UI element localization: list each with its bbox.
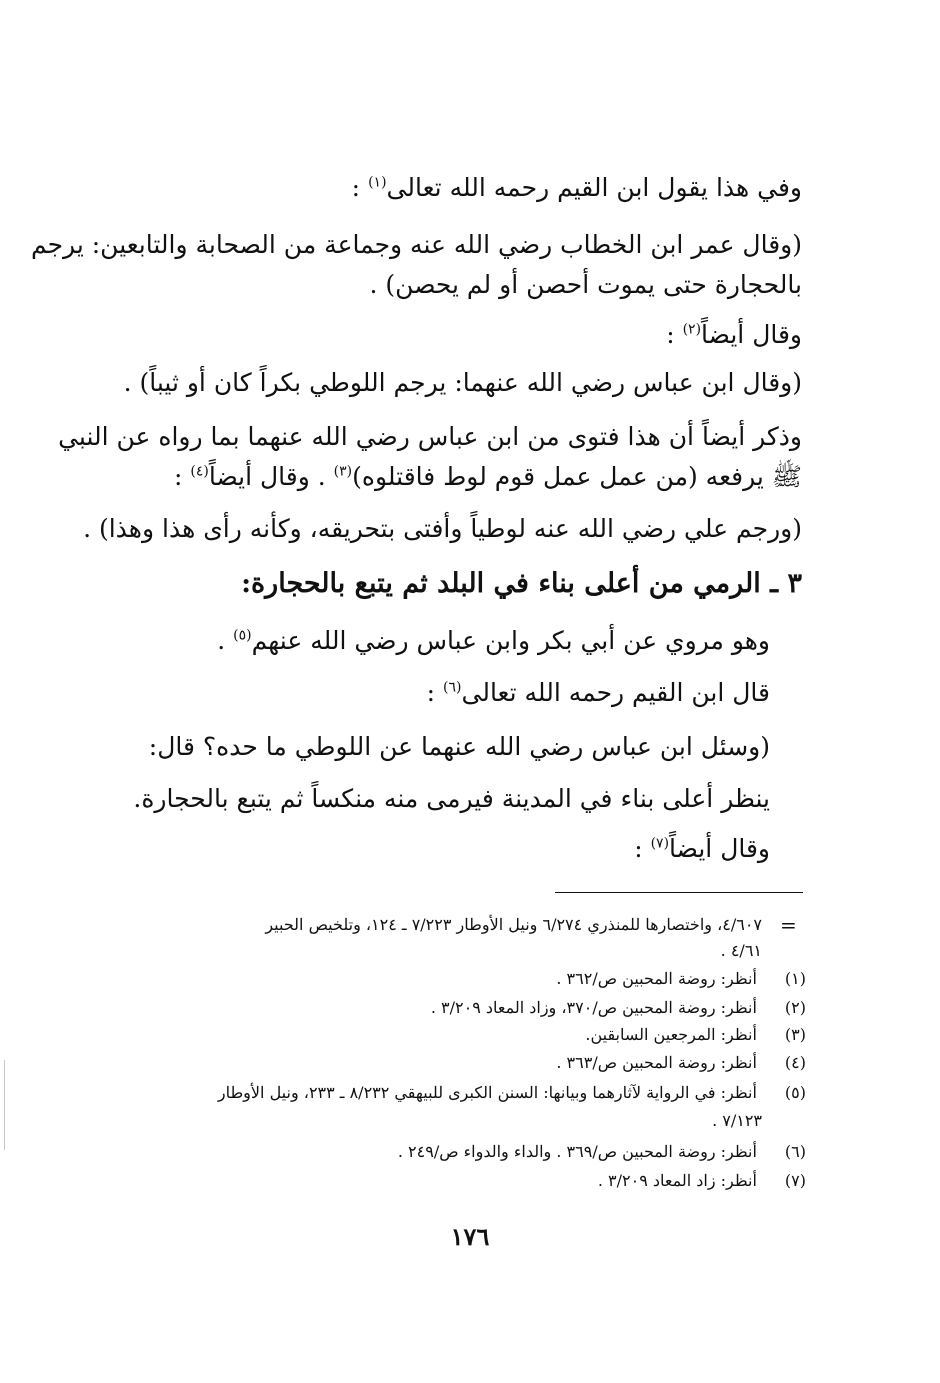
footnote-ref-3[interactable]: (٣) xyxy=(333,463,353,480)
punctuation: . xyxy=(217,626,226,655)
punctuation: : xyxy=(426,678,436,707)
footnote-text: أنظر: روضة المحبين ص/٣٧٠، وزاد المعاد ٣/٢٠٩ . xyxy=(430,998,757,1017)
footnote-ref-7[interactable]: (٧) xyxy=(650,835,670,852)
footnote-number: (٢) xyxy=(784,998,806,1017)
body-text: (وسئل ابن عباس رضي الله عنهما عن اللوطي ما حده؟ قال: xyxy=(148,732,770,761)
body-text: (ورجم علي رضي الله عنه لوطياً وأفتى بتحريقه، وكأنه رأى هذا وهذا) . xyxy=(83,514,802,543)
footnote-number: (٦) xyxy=(784,1142,806,1161)
body-text: وهو مروي عن أبي بكر وابن عباس رضي الله عنهم xyxy=(251,626,770,655)
punctuation: : xyxy=(351,173,361,202)
body-text: وقال أيضاً xyxy=(701,320,802,349)
body-text: ينظر أعلى بناء في المدينة فيرمى منه منكساً ثم يتبع بالحجارة. xyxy=(133,784,770,813)
punctuation: : xyxy=(634,834,643,863)
body-text: . وقال أيضاً xyxy=(208,462,326,491)
paragraph-also-said-2 xyxy=(170,832,770,866)
body-text: وذكر أيضاً أن هذا فتوى من ابن عباس رضي الله عنهما بما رواه عن النبي xyxy=(58,422,802,451)
paragraph-fatwa-line-1 xyxy=(58,420,802,454)
section-heading-3 xyxy=(112,567,802,601)
footnote-text: أنظر: زاد المعاد ٣/٢٠٩ . xyxy=(597,1171,757,1190)
footnote-divider xyxy=(555,892,803,893)
footnote-number: (١) xyxy=(784,969,806,988)
paragraph-also-said-1 xyxy=(112,318,802,352)
footnote-number: (٧) xyxy=(784,1171,806,1190)
footnote-item-3 xyxy=(585,1024,806,1046)
quote-ali xyxy=(83,512,802,546)
footnote-text: أنظر: روضة المحبين ص/٣٦٢ . xyxy=(556,969,757,988)
footnote-text: أنظر: في الرواية لآثارهما وبيانها: السنن الكبرى للبيهقي ٨/٢٣٢ ـ ٢٣٣، ونيل الأوطار xyxy=(217,1083,757,1102)
body-text: (وقال عمر ابن الخطاب رضي الله عنه وجماعة من الصحابة والتابعين: يرجم xyxy=(30,230,802,259)
body-text: بالحجارة حتى يموت أحصن أو لم يحصن) . xyxy=(369,270,802,299)
paragraph-ibn-qayyim xyxy=(170,676,770,710)
footnote-continued-line-2: ٤/٦١ . xyxy=(720,941,762,960)
footnote-ref-2[interactable]: (٢) xyxy=(682,321,702,338)
body-text: قال ابن القيم رحمه الله تعالى xyxy=(461,678,770,707)
punctuation: : xyxy=(666,320,675,349)
footnote-text: أنظر: روضة المحبين ص/٣٦٣ . xyxy=(556,1053,757,1072)
paragraph-fatwa-line-2 xyxy=(102,460,802,494)
quote-asked-line-2 xyxy=(133,782,770,816)
body-text: وفي هذا يقول ابن القيم رحمه الله تعالى xyxy=(386,173,802,202)
footnote-ref-6[interactable]: (٦) xyxy=(443,679,462,696)
page-number: ١٧٦ xyxy=(450,1222,490,1251)
footnote-number: (٥) xyxy=(784,1083,806,1102)
footnote-item-5 xyxy=(218,1082,806,1104)
footnote-ref-4[interactable]: (٤) xyxy=(190,463,209,480)
footnote-item-7 xyxy=(598,1170,806,1192)
footnote-ref-5[interactable]: (٥) xyxy=(233,627,252,644)
quote-asked-line-1 xyxy=(148,730,770,764)
footnote-number: (٤) xyxy=(784,1053,806,1072)
footnote-item-5-continued: ٧/١٢٣ . xyxy=(712,1111,762,1130)
body-text: ﷺ يرفعه (من عمل عمل قوم لوط فاقتلوه) xyxy=(352,462,802,491)
scan-edge-mark xyxy=(4,1060,5,1150)
footnote-item-6 xyxy=(398,1141,806,1163)
body-text: وقال أيضاً xyxy=(669,834,770,863)
footnote-text: أنظر: المرجعين السابقين. xyxy=(585,1025,757,1044)
footnote-text: أنظر: روضة المحبين ص/٣٦٩ . والداء والدواء ص/٢٤٩ . xyxy=(397,1142,757,1161)
footnote-number: (٣) xyxy=(784,1025,806,1044)
continued-marker: = xyxy=(780,913,797,937)
footnote-item-2 xyxy=(431,997,806,1019)
punctuation: : xyxy=(173,462,183,491)
quote-umar-line-2 xyxy=(102,268,802,302)
footnote-item-1 xyxy=(556,968,806,990)
footnote-item-4 xyxy=(556,1052,806,1074)
body-text: (وقال ابن عباس رضي الله عنهما: يرجم اللوطي بكراً كان أو ثيباً) . xyxy=(123,368,802,397)
heading-text: ٣ ـ الرمي من أعلى بناء في البلد ثم يتبع بالحجارة: xyxy=(241,568,802,599)
quote-ibn-abbas xyxy=(112,366,802,400)
footnote-continued-line-1: ٤/٦٠٧، واختصارها للمنذري ٦/٢٧٤ ونيل الأوطار ٧/٢٢٣ ـ ١٢٤، وتلخيص الحبير xyxy=(265,915,762,934)
quote-umar-line-1 xyxy=(30,228,802,262)
footnote-ref-1[interactable]: (١) xyxy=(368,174,387,191)
paragraph-intro-1 xyxy=(112,171,802,205)
paragraph-narrated xyxy=(170,624,770,658)
